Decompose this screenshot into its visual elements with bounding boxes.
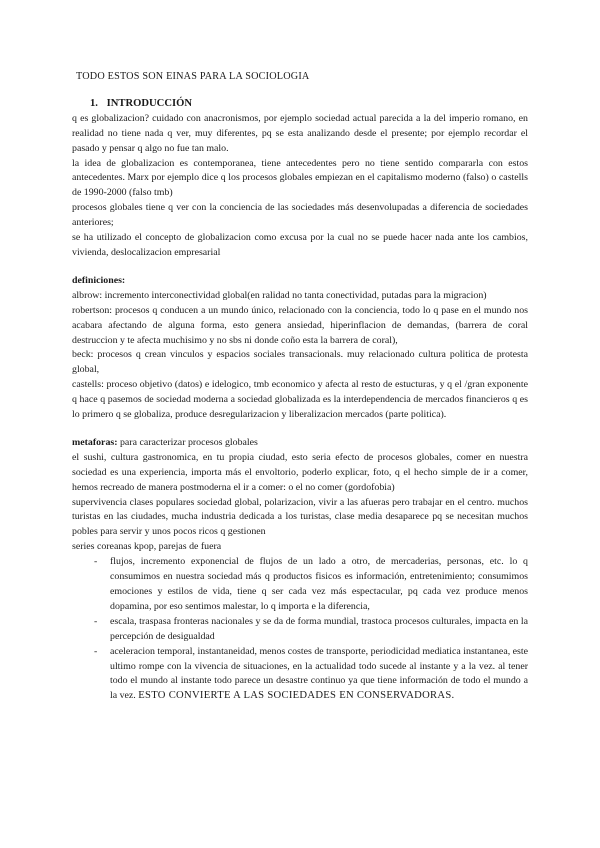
section-title: INTRODUCCIÓN [106, 97, 193, 109]
definition-item: albrow: incremento interconectividad global(en ralidad no tanta conectividad, putadas para la migracion) [72, 289, 487, 301]
metaphor-paragraph: supervivencia clases populares sociedad global, polarizacion, vivir a las afueras pero trabajar en el centro. muchos turistas en las ciudades, mucha industria dedicada a los turistas, clase media desaparece pq se necesitan muchos pobles para servir y unos pocos ricos q gestionen [72, 496, 528, 538]
bullet-text: aceleracion temporal, instantaneidad, menos costes de transporte, periodicidad mediatica instantanea, este ultimo rompe con la vivencia de situaciones, en la actualidad todo sucede al instante y a la vez. al tener todo el mundo al instante todo parece un desastre continuo ya que tiene información de todo el mundo a la vez. [110, 645, 528, 702]
metaphor-bullet-list [72, 555, 528, 704]
definitions-heading: definiciones: [72, 274, 126, 286]
definition-item: beck: procesos q crean vinculos y espacios sociales transacionals. muy relacionado cultura politica de protesta global, [72, 349, 528, 376]
intro-paragraph: procesos globales tiene q ver con la conciencia de las sociedades más desenvolupadas a diferencia de sociedades anteriores; [72, 202, 528, 229]
bullet-emphasis: ESTO CONVIERTE A LAS SOCIEDADES EN CONSERVADORAS. [138, 690, 455, 702]
metaphor-paragraph: series coreanas kpop, parejas de fuera [72, 541, 222, 553]
intro-paragraph: la idea de globalizacion es contemporanea, tiene antecedentes pero no tiene sentido compararla con estos antecedentes. Marx por ejemplo dice q los procesos globales empiezan en el capitalismo moderno (falso) o castells de 1990-2000 (falso tmb) [72, 157, 528, 199]
bullet-text: flujos, incremento exponencial de flujos de un lado a otro, de mercaderias, personas, etc. lo q consumimos en nuestra sociedad más q productos fisicos es información, entretenimiento; consumimos emociones y estilos de vida, tiene q ser cada vez más espectacular, pq cada vez produce menos dopamina, por eso sentimos malestar, lo q importa e la diferencia, [110, 556, 528, 612]
metaphors-intro-text: para caracterizar procesos globales [117, 436, 258, 448]
definition-item: robertson: procesos q conducen a un mundo único, relacionado con la conciencia, todo lo q pase en el mundo nos acabara afectando de alguna forma, esto genera ansiedad, hiperinflacion de demandas, (barrera de coral destruccion y te afecta muchisimo y no sbs ni donde coño esta la barrera de coral), [72, 304, 528, 346]
bullet-text: escala, traspasa fronteras nacionales y se da de forma mundial, trastoca procesos culturales, impacta en la percepción de desigualdad [110, 615, 528, 642]
bullet-item: - flujos, incremento exponencial de flujos de un lado a otro, de mercaderias, personas, etc. lo q consumimos en nuestra sociedad más q productos fisicos es información, entretenimiento; consumimos emociones y estilos de vida, tiene q ser cada vez más espectacular, pq cada vez produce menos dopamina, por eso sentimos malestar, lo q importa e la diferencia, [94, 556, 528, 612]
section-number: 1. [90, 97, 98, 109]
metaphors-label: metaforas: [72, 436, 118, 448]
intro-paragraph: q es globalizacion? cuidado con anacronismos, por ejemplo sociedad actual parecida a la del imperio romano, en realidad no tiene nada q ver, muy diferentes, pq se esta analizando desde el presente; por ejemplo recordar el pasado y pensar q algo no fue tan malo. [72, 112, 528, 154]
intro-paragraph: se ha utilizado el concepto de globalizacion como excusa por la cual no se puede hacer nada ante los cambios, vivienda, deslocalizacion empresarial [72, 232, 528, 258]
bullet-item: - escala, traspasa fronteras nacionales y se da de forma mundial, trastoca procesos culturales, impacta en la percepción de desigualdad [94, 615, 528, 642]
section-heading [90, 97, 528, 112]
document-title: TODO ESTOS SON EINAS PARA LA SOCIOLOGIA [76, 71, 310, 82]
definition-item: castells: proceso objetivo (datos) e idelogico, tmb economico y afecta al resto de estucturas, y q el /gran exponente q hace q pasemos de sociedad moderna a sociedad globalizada es la interdependencia de mercados financieros q es lo primero q se globaliza, produce desregularizacion y liberalizacion mercados (parte politica). [72, 379, 528, 421]
metaphor-paragraph: el sushi, cultura gastronomica, en tu propia ciudad, esto seria efecto de procesos globales, comer en nuestra sociedad es una experiencia, importa más el envoltorio, poderlo explicar, foto, q el hecho simple de ir a comer, hemos recreado de manera postmoderna el ir a comer: o el no comer (gordofobia) [72, 451, 528, 493]
metaphors-intro [72, 436, 528, 451]
bullet-item: - aceleracion temporal, instantaneidad, menos costes de transporte, periodicidad mediatica instantanea, este ultimo rompe con la vivencia de situaciones, en la actualidad todo sucede al instante y a la vez. al tener todo el mundo al instante todo parece un desastre continuo ya que tiene información de todo el mundo a la vez. ESTO CONVIERTE A LAS SOCIEDADES EN CONSERVADORAS. [94, 645, 528, 702]
